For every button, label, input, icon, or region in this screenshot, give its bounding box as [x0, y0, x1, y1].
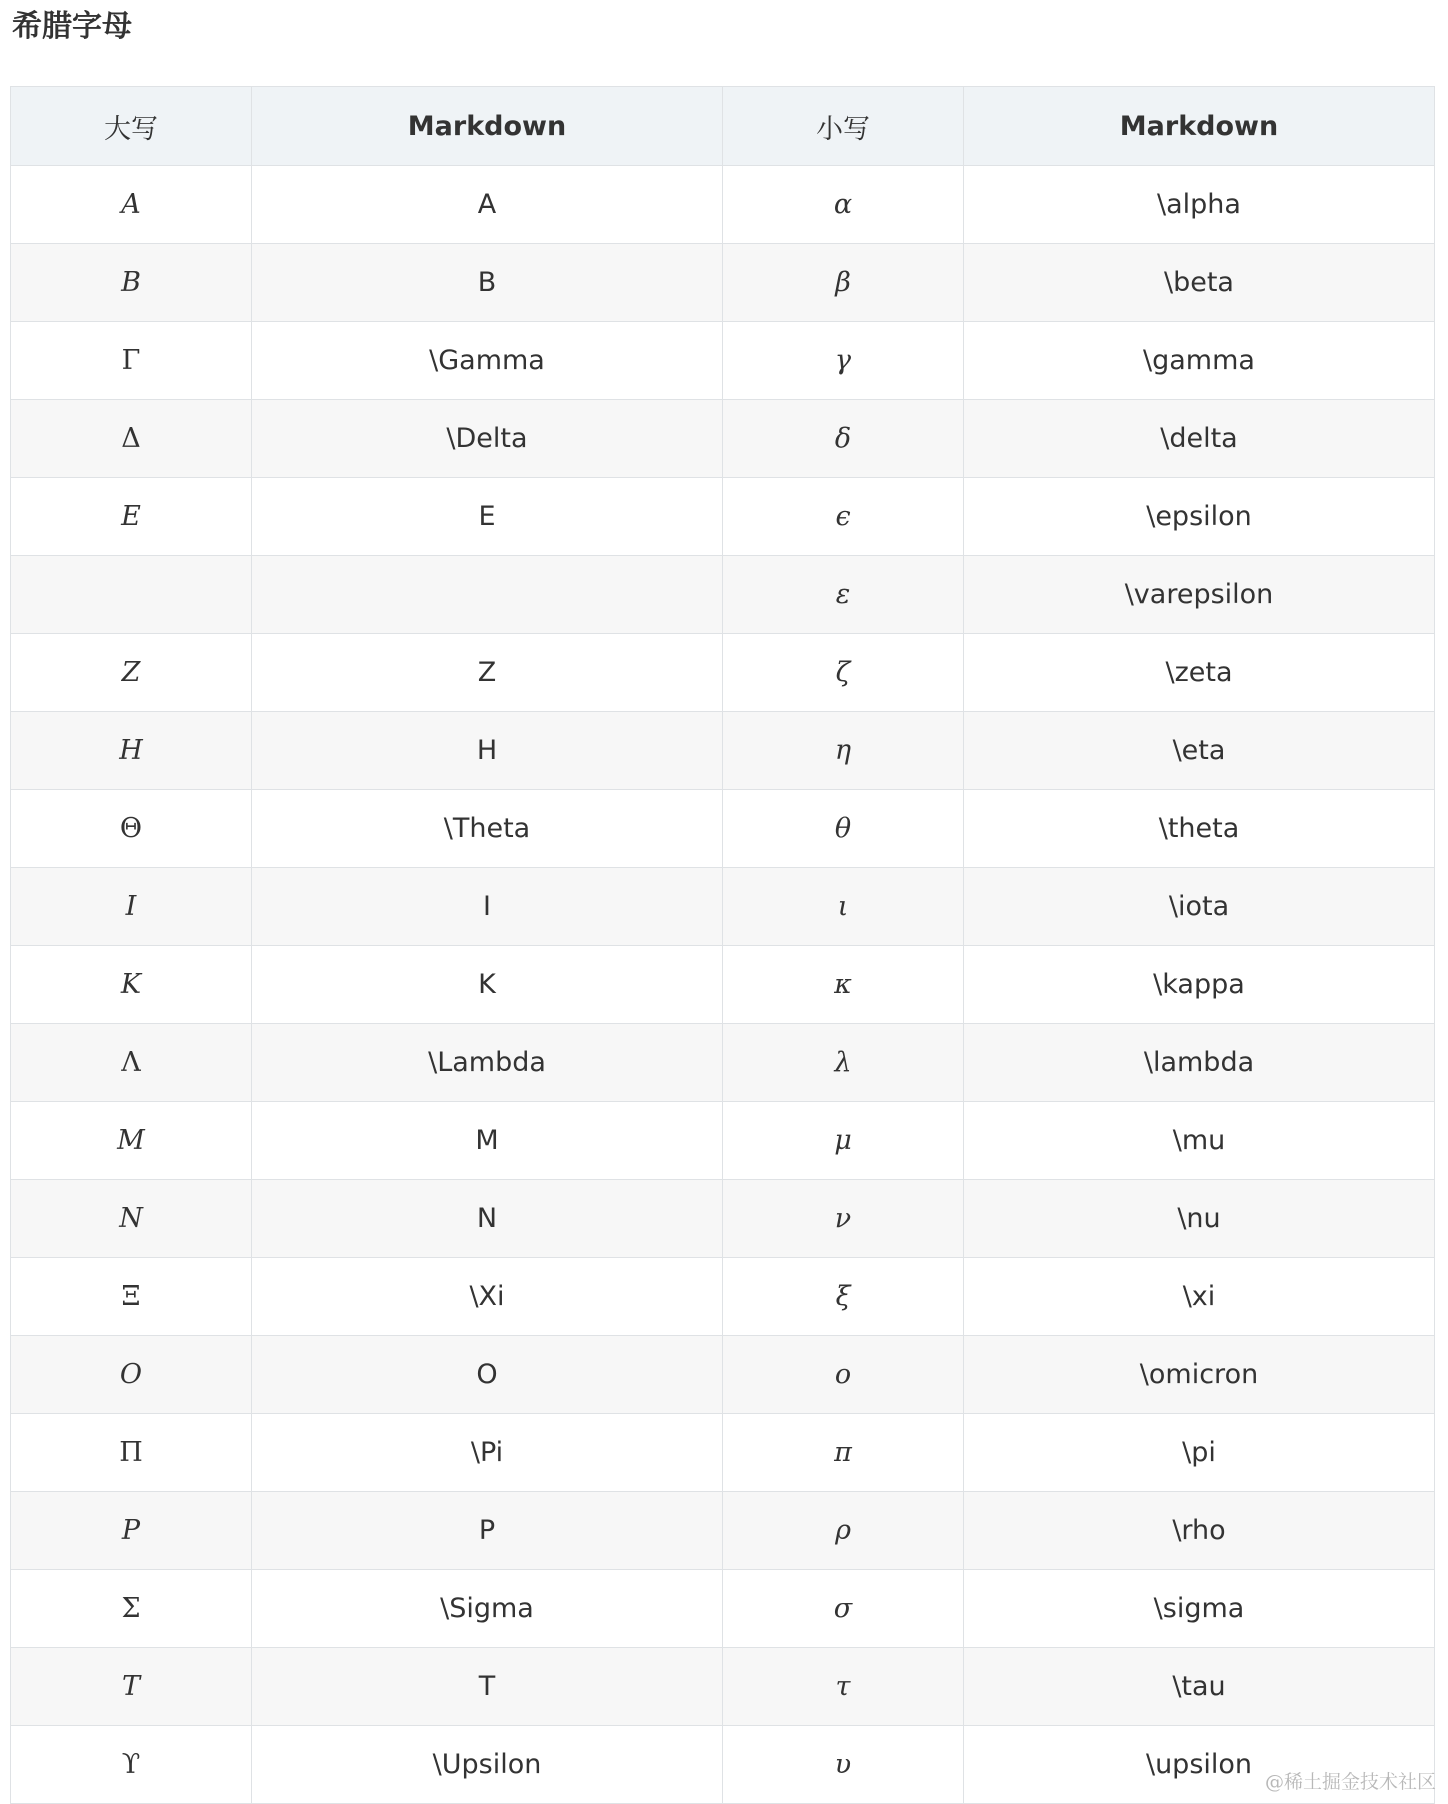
uppercase-symbol: Z	[11, 634, 252, 712]
lowercase-symbol: β	[723, 244, 964, 322]
lowercase-symbol: ξ	[723, 1258, 964, 1336]
uppercase-symbol: B	[11, 244, 252, 322]
uppercase-symbol: Δ	[11, 400, 252, 478]
uppercase-symbol: Λ	[11, 1024, 252, 1102]
table-row	[11, 712, 1435, 790]
lowercase-markdown: \iota	[964, 868, 1435, 946]
uppercase-markdown: I	[252, 868, 723, 946]
uppercase-symbol: Γ	[11, 322, 252, 400]
lowercase-markdown: \xi	[964, 1258, 1435, 1336]
uppercase-markdown: \Upsilon	[252, 1726, 723, 1804]
uppercase-symbol: A	[11, 166, 252, 244]
lowercase-markdown: \nu	[964, 1180, 1435, 1258]
table-row	[11, 1258, 1435, 1336]
uppercase-markdown: A	[252, 166, 723, 244]
table-row	[11, 478, 1435, 556]
uppercase-symbol: K	[11, 946, 252, 1024]
uppercase-markdown: \Theta	[252, 790, 723, 868]
table-row	[11, 1102, 1435, 1180]
table-row	[11, 1336, 1435, 1414]
table-body	[11, 166, 1435, 1804]
lowercase-markdown: \beta	[964, 244, 1435, 322]
table-row	[11, 946, 1435, 1024]
uppercase-markdown: E	[252, 478, 723, 556]
table-row	[11, 1648, 1435, 1726]
uppercase-symbol: M	[11, 1102, 252, 1180]
uppercase-symbol: I	[11, 868, 252, 946]
uppercase-markdown: \Pi	[252, 1414, 723, 1492]
page-title: 希腊字母	[12, 9, 132, 44]
uppercase-markdown: B	[252, 244, 723, 322]
table-row	[11, 166, 1435, 244]
table-row	[11, 1024, 1435, 1102]
table-row	[11, 322, 1435, 400]
lowercase-markdown: \theta	[964, 790, 1435, 868]
uppercase-markdown: T	[252, 1648, 723, 1726]
uppercase-markdown: K	[252, 946, 723, 1024]
uppercase-symbol: N	[11, 1180, 252, 1258]
uppercase-markdown: \Sigma	[252, 1570, 723, 1648]
lowercase-symbol: κ	[723, 946, 964, 1024]
uppercase-markdown: \Gamma	[252, 322, 723, 400]
lowercase-markdown: \upsilon	[964, 1726, 1435, 1804]
uppercase-markdown: \Lambda	[252, 1024, 723, 1102]
lowercase-symbol: ρ	[723, 1492, 964, 1570]
lowercase-markdown: \rho	[964, 1492, 1435, 1570]
table-row	[11, 634, 1435, 712]
lowercase-markdown: \kappa	[964, 946, 1435, 1024]
lowercase-markdown: \delta	[964, 400, 1435, 478]
uppercase-symbol: O	[11, 1336, 252, 1414]
uppercase-symbol: Ξ	[11, 1258, 252, 1336]
lowercase-symbol: γ	[723, 322, 964, 400]
lowercase-symbol: υ	[723, 1726, 964, 1804]
uppercase-symbol: ϒ	[11, 1726, 252, 1804]
lowercase-markdown: \omicron	[964, 1336, 1435, 1414]
header-lowercase-markdown: Markdown	[964, 87, 1435, 166]
table-row	[11, 244, 1435, 322]
lowercase-symbol: π	[723, 1414, 964, 1492]
greek-letter-table	[10, 86, 1435, 1804]
table-row	[11, 1570, 1435, 1648]
header-uppercase-markdown: Markdown	[252, 87, 723, 166]
lowercase-symbol: ν	[723, 1180, 964, 1258]
lowercase-symbol: α	[723, 166, 964, 244]
lowercase-symbol: ζ	[723, 634, 964, 712]
table-row	[11, 1180, 1435, 1258]
lowercase-symbol: σ	[723, 1570, 964, 1648]
lowercase-symbol: τ	[723, 1648, 964, 1726]
lowercase-symbol: λ	[723, 1024, 964, 1102]
lowercase-markdown: \varepsilon	[964, 556, 1435, 634]
uppercase-symbol: Π	[11, 1414, 252, 1492]
watermark: @稀土掘金技术社区	[1264, 1771, 1436, 1793]
lowercase-markdown: \mu	[964, 1102, 1435, 1180]
table-row	[11, 790, 1435, 868]
uppercase-markdown: O	[252, 1336, 723, 1414]
lowercase-markdown: \eta	[964, 712, 1435, 790]
uppercase-markdown: N	[252, 1180, 723, 1258]
uppercase-symbol: T	[11, 1648, 252, 1726]
lowercase-symbol: ϵ	[723, 478, 964, 556]
uppercase-markdown: \Xi	[252, 1258, 723, 1336]
table-row	[11, 1492, 1435, 1570]
lowercase-markdown: \alpha	[964, 166, 1435, 244]
lowercase-symbol: θ	[723, 790, 964, 868]
uppercase-markdown: \Delta	[252, 400, 723, 478]
table-row	[11, 1726, 1435, 1804]
table-row	[11, 1414, 1435, 1492]
uppercase-markdown: H	[252, 712, 723, 790]
lowercase-symbol: μ	[723, 1102, 964, 1180]
lowercase-markdown: \epsilon	[964, 478, 1435, 556]
lowercase-markdown: \sigma	[964, 1570, 1435, 1648]
lowercase-markdown: \pi	[964, 1414, 1435, 1492]
uppercase-markdown: Z	[252, 634, 723, 712]
table-header	[11, 87, 1435, 166]
lowercase-symbol: ε	[723, 556, 964, 634]
uppercase-symbol: Θ	[11, 790, 252, 868]
table-row	[11, 868, 1435, 946]
uppercase-symbol: Σ	[11, 1570, 252, 1648]
lowercase-markdown: \gamma	[964, 322, 1435, 400]
lowercase-symbol: η	[723, 712, 964, 790]
uppercase-symbol: E	[11, 478, 252, 556]
uppercase-symbol	[11, 556, 252, 634]
uppercase-symbol: H	[11, 712, 252, 790]
header-uppercase: 大写	[11, 87, 252, 166]
table-row	[11, 400, 1435, 478]
lowercase-markdown: \zeta	[964, 634, 1435, 712]
table-row	[11, 556, 1435, 634]
uppercase-markdown	[252, 556, 723, 634]
uppercase-symbol: P	[11, 1492, 252, 1570]
lowercase-markdown: \tau	[964, 1648, 1435, 1726]
lowercase-symbol: ι	[723, 868, 964, 946]
lowercase-symbol: δ	[723, 400, 964, 478]
uppercase-markdown: M	[252, 1102, 723, 1180]
lowercase-symbol: ο	[723, 1336, 964, 1414]
header-lowercase: 小写	[723, 87, 964, 166]
header-row	[11, 87, 1435, 166]
lowercase-markdown: \lambda	[964, 1024, 1435, 1102]
uppercase-markdown: P	[252, 1492, 723, 1570]
